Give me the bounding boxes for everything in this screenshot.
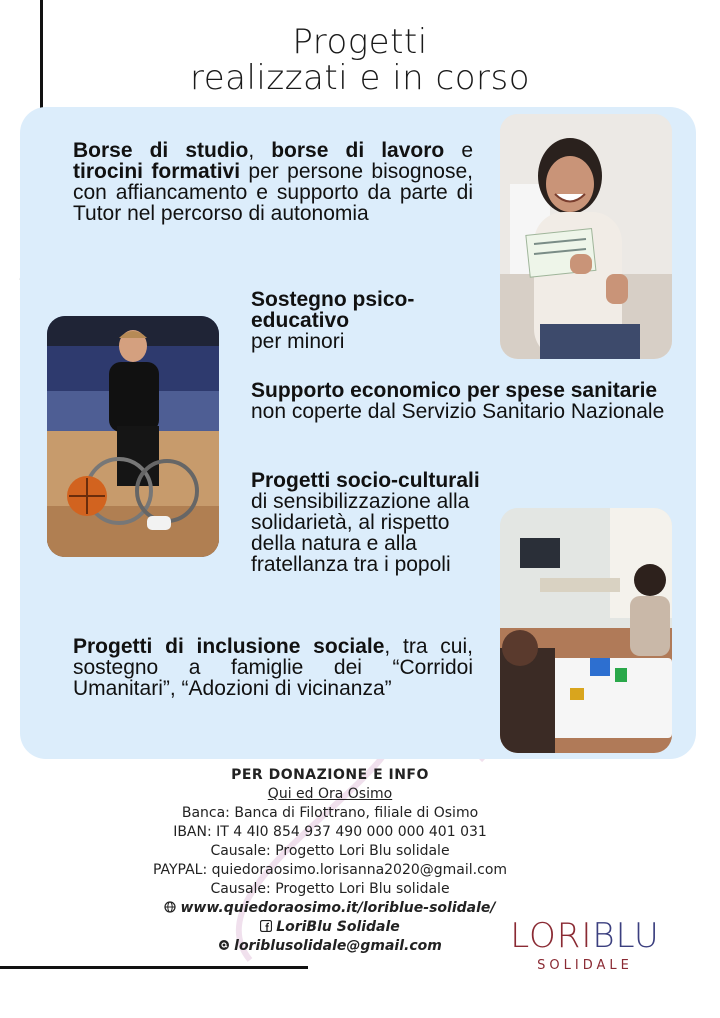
- logo-part-lori: LORI: [510, 916, 593, 956]
- causale-line-1: Causale: Progetto Lori Blu solidale: [210, 843, 450, 859]
- block-socio-cultural: [251, 470, 496, 575]
- block-psycho-educational: [251, 289, 471, 352]
- facebook-row[interactable]: [120, 918, 540, 937]
- causale-line-2: Causale: Progetto Lori Blu solidale: [210, 881, 450, 897]
- donation-info: [120, 766, 540, 956]
- block-scholarships-sep: ,: [248, 139, 272, 162]
- bank-line: Banca: Banca di Filottrano, filiale di Osimo: [181, 805, 479, 821]
- facebook-icon: [260, 920, 272, 932]
- email-link[interactable]: loriblusolidale@gmail.com: [234, 938, 442, 954]
- block-health-support-plain: non coperte dal Servizio Sanitario Nazionale: [251, 400, 665, 423]
- loriblu-logo: [500, 918, 670, 973]
- iban-line: IBAN: IT 4 4I0 854 937 490 000 000 401 031: [173, 824, 487, 840]
- photo-girl-with-cheque: [500, 114, 672, 359]
- title-line-1: Progetti: [292, 22, 428, 62]
- photo-children-playing: [500, 508, 672, 753]
- block-scholarships-bold-1: Borse di studio: [73, 139, 249, 162]
- block-socio-cultural-bold: Progetti socio-culturali: [251, 469, 480, 492]
- block-scholarships-plain-2: per persone bisognose, con affiancamento e supporto da parte di Tutor nel percorso di autonomia: [73, 160, 473, 225]
- donation-heading: PER DONAZIONE E INFO: [231, 767, 429, 783]
- paypal-line: PAYPAL: quiedoraosimo.lorisanna2020@gmail.com: [152, 862, 508, 878]
- org-link[interactable]: Qui ed Ora Osimo: [267, 786, 393, 802]
- logo-subtitle: SOLIDALE: [537, 958, 633, 973]
- decorative-horizontal-line: [0, 966, 308, 969]
- block-psycho-educational-plain: per minori: [251, 330, 345, 353]
- photo-wheelchair-basketball: [47, 316, 219, 557]
- email-at-icon: [218, 939, 230, 951]
- page-title: [90, 24, 630, 96]
- block-social-inclusion-bold: Progetti di inclusione sociale: [73, 635, 385, 658]
- logo-part-blu: BLU: [592, 916, 660, 956]
- logo-wordmark: [500, 918, 670, 954]
- block-socio-cultural-plain: di sensibilizzazione alla solidarietà, al rispetto della natura e alla fratellanza tra i popoli: [251, 490, 470, 576]
- facebook-link[interactable]: LoriBlu Solidale: [276, 919, 400, 935]
- website-link[interactable]: www.quiedoraosimo.it/loriblue-solidale/: [180, 900, 496, 916]
- email-row[interactable]: [120, 937, 540, 956]
- block-scholarships: [73, 140, 473, 224]
- globe-icon: [164, 901, 176, 913]
- website-row[interactable]: [120, 899, 540, 918]
- block-health-support-bold: Supporto economico per spese sanitarie: [251, 379, 658, 402]
- title-line-2: realizzati e in corso: [189, 58, 530, 98]
- block-scholarships-bold-3: tirocini formativi: [73, 160, 241, 183]
- block-scholarships-plain-1: e: [444, 139, 473, 162]
- block-social-inclusion-plain: , tra cui, sostegno a famiglie dei “Corridoi Umanitari”, “Adozioni di vicinanza”: [73, 635, 473, 700]
- block-social-inclusion: [73, 636, 473, 699]
- block-scholarships-bold-2: borse di lavoro: [271, 139, 445, 162]
- block-health-support: [251, 380, 671, 422]
- block-psycho-educational-bold: Sostegno psico-educativo: [251, 288, 415, 332]
